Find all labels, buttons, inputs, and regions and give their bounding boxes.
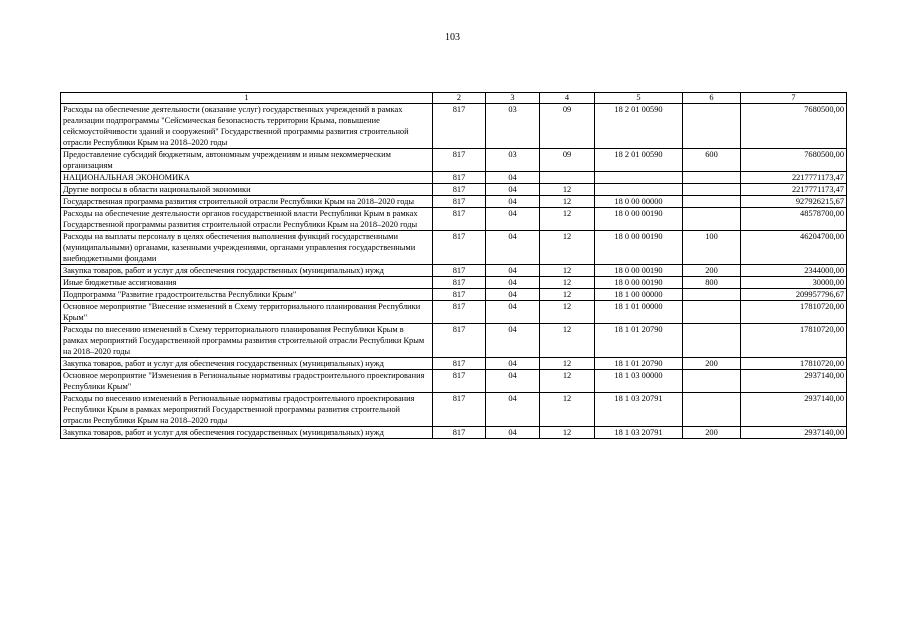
cell-amount: 48578700,00 (741, 208, 847, 231)
row-description: Основное мероприятие "Внесение изменений в Схему территориального планирования Республики Крым" (61, 301, 433, 324)
cell-section-code: 04 (486, 184, 540, 196)
cell-ministry-code: 817 (433, 231, 486, 265)
cell-subsection-code: 12 (540, 208, 595, 231)
row-description: НАЦИОНАЛЬНАЯ ЭКОНОМИКА (61, 172, 433, 184)
cell-ministry-code: 817 (433, 324, 486, 358)
cell-expense-type (683, 393, 741, 427)
cell-ministry-code: 817 (433, 104, 486, 149)
cell-ministry-code: 817 (433, 149, 486, 172)
cell-subsection-code: 12 (540, 184, 595, 196)
cell-subsection-code: 12 (540, 393, 595, 427)
row-description: Государственная программа развития строительной отрасли Республики Крым на 2018–2020 годы (61, 196, 433, 208)
cell-target-article: 18 1 03 20791 (595, 427, 683, 439)
row-description: Закупка товаров, работ и услуг для обеспечения государственных (муниципальных) нужд (61, 427, 433, 439)
cell-subsection-code: 12 (540, 231, 595, 265)
table-row (61, 427, 847, 439)
cell-expense-type (683, 184, 741, 196)
table-row (61, 289, 847, 301)
cell-target-article: 18 0 00 00190 (595, 231, 683, 265)
cell-subsection-code: 12 (540, 370, 595, 393)
cell-section-code: 04 (486, 427, 540, 439)
cell-expense-type (683, 324, 741, 358)
row-description: Расходы на обеспечение деятельности (оказание услуг) государственных учреждений в рамках реализации подпрограммы "Сейсмическая безопасность территории Крыма, повышение сейсмоустойчивости зданий и сооружений" Государственной программы развития строительной отрасли Республики Крым на 2018–2020 годы (61, 104, 433, 149)
cell-target-article (595, 184, 683, 196)
row-description: Другие вопросы в области национальной экономики (61, 184, 433, 196)
cell-expense-type: 200 (683, 427, 741, 439)
cell-expense-type (683, 172, 741, 184)
row-description: Иные бюджетные ассигнования (61, 277, 433, 289)
cell-target-article: 18 0 00 00190 (595, 277, 683, 289)
column-header: 1 (61, 93, 433, 104)
cell-expense-type: 200 (683, 265, 741, 277)
row-description: Расходы на выплаты персоналу в целях обеспечения выполнения функций государственными (муниципальными) органами, казенными учреждениями, органами управления государственными внебюджетными фондами (61, 231, 433, 265)
cell-target-article: 18 0 00 00190 (595, 208, 683, 231)
cell-expense-type: 200 (683, 358, 741, 370)
cell-subsection-code: 12 (540, 301, 595, 324)
table-row (61, 184, 847, 196)
column-header: 5 (595, 93, 683, 104)
cell-amount: 17810720,00 (741, 301, 847, 324)
row-description: Подпрограмма "Развитие градостроительства Республики Крым" (61, 289, 433, 301)
cell-amount: 46204700,00 (741, 231, 847, 265)
cell-subsection-code: 12 (540, 277, 595, 289)
table-row (61, 208, 847, 231)
page-number: 103 (445, 32, 460, 43)
cell-target-article: 18 1 03 00000 (595, 370, 683, 393)
cell-subsection-code: 12 (540, 358, 595, 370)
cell-amount: 2937140,00 (741, 393, 847, 427)
cell-subsection-code: 12 (540, 265, 595, 277)
cell-amount: 17810720,00 (741, 358, 847, 370)
cell-ministry-code: 817 (433, 358, 486, 370)
cell-ministry-code: 817 (433, 265, 486, 277)
budget-table (60, 92, 847, 439)
cell-target-article: 18 1 01 20790 (595, 324, 683, 358)
cell-target-article: 18 0 00 00190 (595, 265, 683, 277)
row-description: Основное мероприятие "Изменения в Региональные нормативы градостроительного проектирования Республики Крым" (61, 370, 433, 393)
cell-target-article: 18 0 00 00000 (595, 196, 683, 208)
cell-amount: 2937140,00 (741, 427, 847, 439)
cell-subsection-code: 12 (540, 427, 595, 439)
cell-section-code: 04 (486, 265, 540, 277)
cell-section-code: 04 (486, 277, 540, 289)
row-description: Закупка товаров, работ и услуг для обеспечения государственных (муниципальных) нужд (61, 265, 433, 277)
column-header: 6 (683, 93, 741, 104)
cell-section-code: 03 (486, 149, 540, 172)
cell-ministry-code: 817 (433, 184, 486, 196)
cell-section-code: 04 (486, 358, 540, 370)
row-description: Предоставление субсидий бюджетным, автономным учреждениям и иным некоммерческим организациям (61, 149, 433, 172)
table-row (61, 370, 847, 393)
cell-ministry-code: 817 (433, 301, 486, 324)
cell-target-article (595, 172, 683, 184)
row-description: Расходы по внесению изменений в Схему территориального планирования Республики Крым в рамках мероприятий Государственной программы развития строительной отрасли Республики Крым на 2018–2020 годы (61, 324, 433, 358)
cell-amount: 2344000,00 (741, 265, 847, 277)
cell-amount: 7680500,00 (741, 149, 847, 172)
cell-target-article: 18 1 00 00000 (595, 289, 683, 301)
cell-subsection-code (540, 172, 595, 184)
cell-target-article: 18 1 03 20791 (595, 393, 683, 427)
cell-target-article: 18 1 01 20790 (595, 358, 683, 370)
cell-ministry-code: 817 (433, 427, 486, 439)
cell-ministry-code: 817 (433, 172, 486, 184)
cell-section-code: 03 (486, 104, 540, 149)
cell-subsection-code: 12 (540, 289, 595, 301)
cell-amount: 2937140,00 (741, 370, 847, 393)
table-row (61, 104, 847, 149)
cell-subsection-code: 09 (540, 149, 595, 172)
cell-amount: 2217771173,47 (741, 172, 847, 184)
cell-ministry-code: 817 (433, 289, 486, 301)
cell-section-code: 04 (486, 370, 540, 393)
cell-expense-type (683, 208, 741, 231)
cell-section-code: 04 (486, 231, 540, 265)
cell-expense-type: 600 (683, 149, 741, 172)
table-row (61, 196, 847, 208)
table-row (61, 393, 847, 427)
cell-amount: 927926215,67 (741, 196, 847, 208)
cell-expense-type (683, 196, 741, 208)
cell-target-article: 18 1 01 00000 (595, 301, 683, 324)
column-header: 3 (486, 93, 540, 104)
cell-amount: 2217771173,47 (741, 184, 847, 196)
cell-expense-type (683, 104, 741, 149)
cell-section-code: 04 (486, 393, 540, 427)
cell-expense-type (683, 370, 741, 393)
cell-subsection-code: 09 (540, 104, 595, 149)
cell-ministry-code: 817 (433, 208, 486, 231)
cell-target-article: 18 2 01 00590 (595, 104, 683, 149)
cell-section-code: 04 (486, 324, 540, 358)
row-description: Расходы на обеспечение деятельности органов государственной власти Республики Крым в рамках Государственной программы развития строительной отрасли Республики Крым на 2018–2020 годы (61, 208, 433, 231)
table-row (61, 149, 847, 172)
cell-subsection-code: 12 (540, 196, 595, 208)
cell-amount: 30000,00 (741, 277, 847, 289)
cell-amount: 209957796,67 (741, 289, 847, 301)
cell-expense-type: 100 (683, 231, 741, 265)
cell-ministry-code: 817 (433, 196, 486, 208)
table-row (61, 358, 847, 370)
column-header: 7 (741, 93, 847, 104)
cell-ministry-code: 817 (433, 370, 486, 393)
cell-ministry-code: 817 (433, 393, 486, 427)
cell-ministry-code: 817 (433, 277, 486, 289)
table-row (61, 301, 847, 324)
table-row (61, 277, 847, 289)
cell-expense-type (683, 289, 741, 301)
table-row (61, 265, 847, 277)
row-description: Расходы по внесению изменений в Региональные нормативы градостроительного проектирования Республики Крым в рамках мероприятий Государственной программы развития строительной отрасли Республики Крым на 2018–2020 годы (61, 393, 433, 427)
cell-section-code: 04 (486, 301, 540, 324)
table-row (61, 324, 847, 358)
cell-amount: 7680500,00 (741, 104, 847, 149)
table-row (61, 231, 847, 265)
cell-section-code: 04 (486, 196, 540, 208)
cell-amount: 17810720,00 (741, 324, 847, 358)
column-header: 4 (540, 93, 595, 104)
cell-section-code: 04 (486, 208, 540, 231)
cell-subsection-code: 12 (540, 324, 595, 358)
table-row (61, 172, 847, 184)
cell-expense-type: 800 (683, 277, 741, 289)
cell-expense-type (683, 301, 741, 324)
row-description: Закупка товаров, работ и услуг для обеспечения государственных (муниципальных) нужд (61, 358, 433, 370)
cell-target-article: 18 2 01 00590 (595, 149, 683, 172)
cell-section-code: 04 (486, 289, 540, 301)
column-header: 2 (433, 93, 486, 104)
table-header-row (61, 93, 847, 104)
cell-section-code: 04 (486, 172, 540, 184)
